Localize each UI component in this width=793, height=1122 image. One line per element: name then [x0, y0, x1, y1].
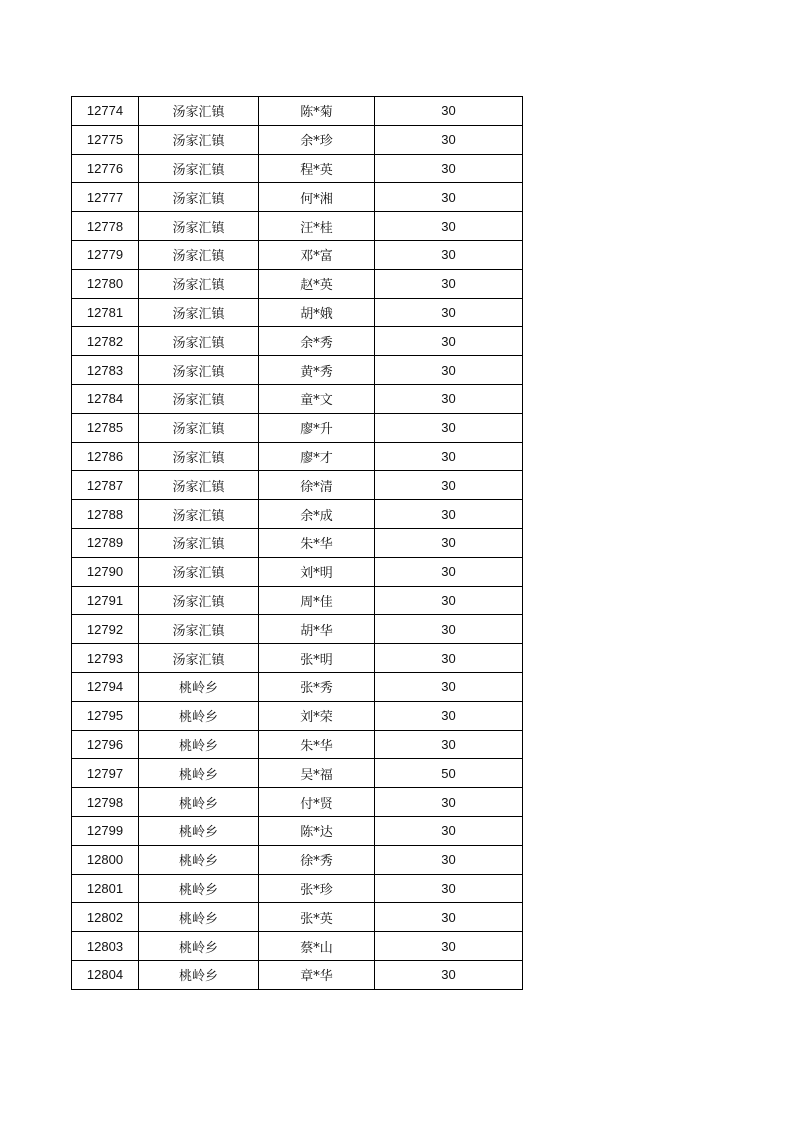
- cell-amount: 30: [375, 730, 523, 759]
- cell-person-name: 黄*秀: [259, 356, 375, 385]
- cell-serial-number: 12783: [72, 356, 139, 385]
- cell-amount: 30: [375, 413, 523, 442]
- cell-amount: 30: [375, 874, 523, 903]
- cell-person-name: 蔡*山: [259, 932, 375, 961]
- table-row: [72, 384, 523, 413]
- cell-serial-number: 12781: [72, 298, 139, 327]
- cell-person-name: 徐*清: [259, 471, 375, 500]
- cell-serial-number: 12801: [72, 874, 139, 903]
- cell-amount: 30: [375, 788, 523, 817]
- cell-township: 汤家汇镇: [139, 269, 259, 298]
- table-row: [72, 442, 523, 471]
- cell-amount: 30: [375, 471, 523, 500]
- cell-person-name: 汪*桂: [259, 212, 375, 241]
- cell-serial-number: 12785: [72, 413, 139, 442]
- cell-person-name: 赵*英: [259, 269, 375, 298]
- cell-serial-number: 12802: [72, 903, 139, 932]
- cell-amount: 30: [375, 154, 523, 183]
- cell-person-name: 周*佳: [259, 586, 375, 615]
- table-row: [72, 528, 523, 557]
- cell-township: 桃岭乡: [139, 759, 259, 788]
- cell-amount: 30: [375, 615, 523, 644]
- cell-township: 汤家汇镇: [139, 500, 259, 529]
- cell-person-name: 胡*娥: [259, 298, 375, 327]
- cell-township: 汤家汇镇: [139, 557, 259, 586]
- table-row: [72, 240, 523, 269]
- cell-serial-number: 12788: [72, 500, 139, 529]
- cell-serial-number: 12786: [72, 442, 139, 471]
- table-row: [72, 298, 523, 327]
- cell-amount: 30: [375, 672, 523, 701]
- cell-amount: 30: [375, 845, 523, 874]
- cell-person-name: 吴*福: [259, 759, 375, 788]
- cell-serial-number: 12798: [72, 788, 139, 817]
- table-row: [72, 471, 523, 500]
- cell-township: 桃岭乡: [139, 903, 259, 932]
- cell-township: 汤家汇镇: [139, 240, 259, 269]
- cell-person-name: 徐*秀: [259, 845, 375, 874]
- cell-township: 桃岭乡: [139, 816, 259, 845]
- cell-serial-number: 12803: [72, 932, 139, 961]
- cell-person-name: 朱*华: [259, 528, 375, 557]
- cell-township: 汤家汇镇: [139, 586, 259, 615]
- cell-amount: 30: [375, 701, 523, 730]
- cell-amount: 50: [375, 759, 523, 788]
- table-row: [72, 586, 523, 615]
- table-row: [72, 730, 523, 759]
- cell-amount: 30: [375, 500, 523, 529]
- cell-serial-number: 12790: [72, 557, 139, 586]
- cell-serial-number: 12777: [72, 183, 139, 212]
- table-row: [72, 672, 523, 701]
- cell-serial-number: 12789: [72, 528, 139, 557]
- table-row: [72, 212, 523, 241]
- cell-person-name: 廖*才: [259, 442, 375, 471]
- cell-township: 汤家汇镇: [139, 413, 259, 442]
- table-row: [72, 845, 523, 874]
- table-row: [72, 327, 523, 356]
- table-row: [72, 816, 523, 845]
- table-row: [72, 903, 523, 932]
- table-row: [72, 500, 523, 529]
- cell-person-name: 张*明: [259, 644, 375, 673]
- cell-township: 汤家汇镇: [139, 442, 259, 471]
- cell-amount: 30: [375, 816, 523, 845]
- cell-township: 汤家汇镇: [139, 183, 259, 212]
- cell-serial-number: 12780: [72, 269, 139, 298]
- cell-amount: 30: [375, 644, 523, 673]
- cell-person-name: 张*珍: [259, 874, 375, 903]
- cell-serial-number: 12799: [72, 816, 139, 845]
- cell-township: 汤家汇镇: [139, 154, 259, 183]
- cell-township: 汤家汇镇: [139, 125, 259, 154]
- cell-serial-number: 12804: [72, 960, 139, 989]
- cell-serial-number: 12779: [72, 240, 139, 269]
- cell-township: 汤家汇镇: [139, 298, 259, 327]
- cell-amount: 30: [375, 960, 523, 989]
- cell-amount: 30: [375, 183, 523, 212]
- cell-serial-number: 12800: [72, 845, 139, 874]
- cell-township: 汤家汇镇: [139, 356, 259, 385]
- cell-person-name: 余*珍: [259, 125, 375, 154]
- cell-township: 汤家汇镇: [139, 528, 259, 557]
- table-row: [72, 960, 523, 989]
- cell-serial-number: 12795: [72, 701, 139, 730]
- table-row: [72, 644, 523, 673]
- cell-township: 桃岭乡: [139, 845, 259, 874]
- cell-person-name: 章*华: [259, 960, 375, 989]
- cell-serial-number: 12792: [72, 615, 139, 644]
- cell-person-name: 朱*华: [259, 730, 375, 759]
- cell-township: 汤家汇镇: [139, 471, 259, 500]
- cell-township: 桃岭乡: [139, 672, 259, 701]
- cell-person-name: 胡*华: [259, 615, 375, 644]
- table-row: [72, 125, 523, 154]
- table-row: [72, 154, 523, 183]
- cell-township: 桃岭乡: [139, 960, 259, 989]
- cell-township: 汤家汇镇: [139, 644, 259, 673]
- cell-amount: 30: [375, 356, 523, 385]
- cell-serial-number: 12797: [72, 759, 139, 788]
- cell-township: 桃岭乡: [139, 730, 259, 759]
- roster-table: [71, 96, 523, 990]
- table-row: [72, 932, 523, 961]
- cell-serial-number: 12791: [72, 586, 139, 615]
- cell-township: 汤家汇镇: [139, 615, 259, 644]
- cell-amount: 30: [375, 442, 523, 471]
- table-row: [72, 701, 523, 730]
- roster-table-body: [72, 97, 523, 990]
- table-row: [72, 615, 523, 644]
- table-row: [72, 557, 523, 586]
- cell-amount: 30: [375, 97, 523, 126]
- cell-amount: 30: [375, 240, 523, 269]
- cell-person-name: 张*英: [259, 903, 375, 932]
- cell-township: 桃岭乡: [139, 788, 259, 817]
- cell-person-name: 付*贤: [259, 788, 375, 817]
- table-row: [72, 183, 523, 212]
- cell-amount: 30: [375, 327, 523, 356]
- cell-amount: 30: [375, 384, 523, 413]
- cell-amount: 30: [375, 557, 523, 586]
- table-row: [72, 413, 523, 442]
- cell-serial-number: 12774: [72, 97, 139, 126]
- cell-serial-number: 12778: [72, 212, 139, 241]
- cell-amount: 30: [375, 903, 523, 932]
- cell-person-name: 童*文: [259, 384, 375, 413]
- cell-serial-number: 12776: [72, 154, 139, 183]
- cell-person-name: 余*秀: [259, 327, 375, 356]
- cell-person-name: 廖*升: [259, 413, 375, 442]
- cell-serial-number: 12794: [72, 672, 139, 701]
- table-row: [72, 97, 523, 126]
- cell-township: 桃岭乡: [139, 874, 259, 903]
- cell-person-name: 程*英: [259, 154, 375, 183]
- cell-township: 汤家汇镇: [139, 327, 259, 356]
- cell-amount: 30: [375, 125, 523, 154]
- cell-person-name: 刘*荣: [259, 701, 375, 730]
- table-row: [72, 269, 523, 298]
- cell-township: 汤家汇镇: [139, 97, 259, 126]
- cell-serial-number: 12787: [72, 471, 139, 500]
- cell-serial-number: 12793: [72, 644, 139, 673]
- table-row: [72, 874, 523, 903]
- cell-person-name: 陈*菊: [259, 97, 375, 126]
- cell-person-name: 何*湘: [259, 183, 375, 212]
- cell-serial-number: 12796: [72, 730, 139, 759]
- cell-township: 桃岭乡: [139, 932, 259, 961]
- cell-township: 汤家汇镇: [139, 212, 259, 241]
- table-row: [72, 788, 523, 817]
- table-row: [72, 759, 523, 788]
- cell-person-name: 陈*达: [259, 816, 375, 845]
- cell-person-name: 邓*富: [259, 240, 375, 269]
- cell-serial-number: 12782: [72, 327, 139, 356]
- cell-serial-number: 12775: [72, 125, 139, 154]
- cell-person-name: 张*秀: [259, 672, 375, 701]
- cell-amount: 30: [375, 212, 523, 241]
- cell-amount: 30: [375, 269, 523, 298]
- table-row: [72, 356, 523, 385]
- cell-township: 汤家汇镇: [139, 384, 259, 413]
- cell-amount: 30: [375, 586, 523, 615]
- cell-person-name: 刘*明: [259, 557, 375, 586]
- cell-serial-number: 12784: [72, 384, 139, 413]
- cell-amount: 30: [375, 528, 523, 557]
- cell-person-name: 余*成: [259, 500, 375, 529]
- cell-township: 桃岭乡: [139, 701, 259, 730]
- cell-amount: 30: [375, 298, 523, 327]
- cell-amount: 30: [375, 932, 523, 961]
